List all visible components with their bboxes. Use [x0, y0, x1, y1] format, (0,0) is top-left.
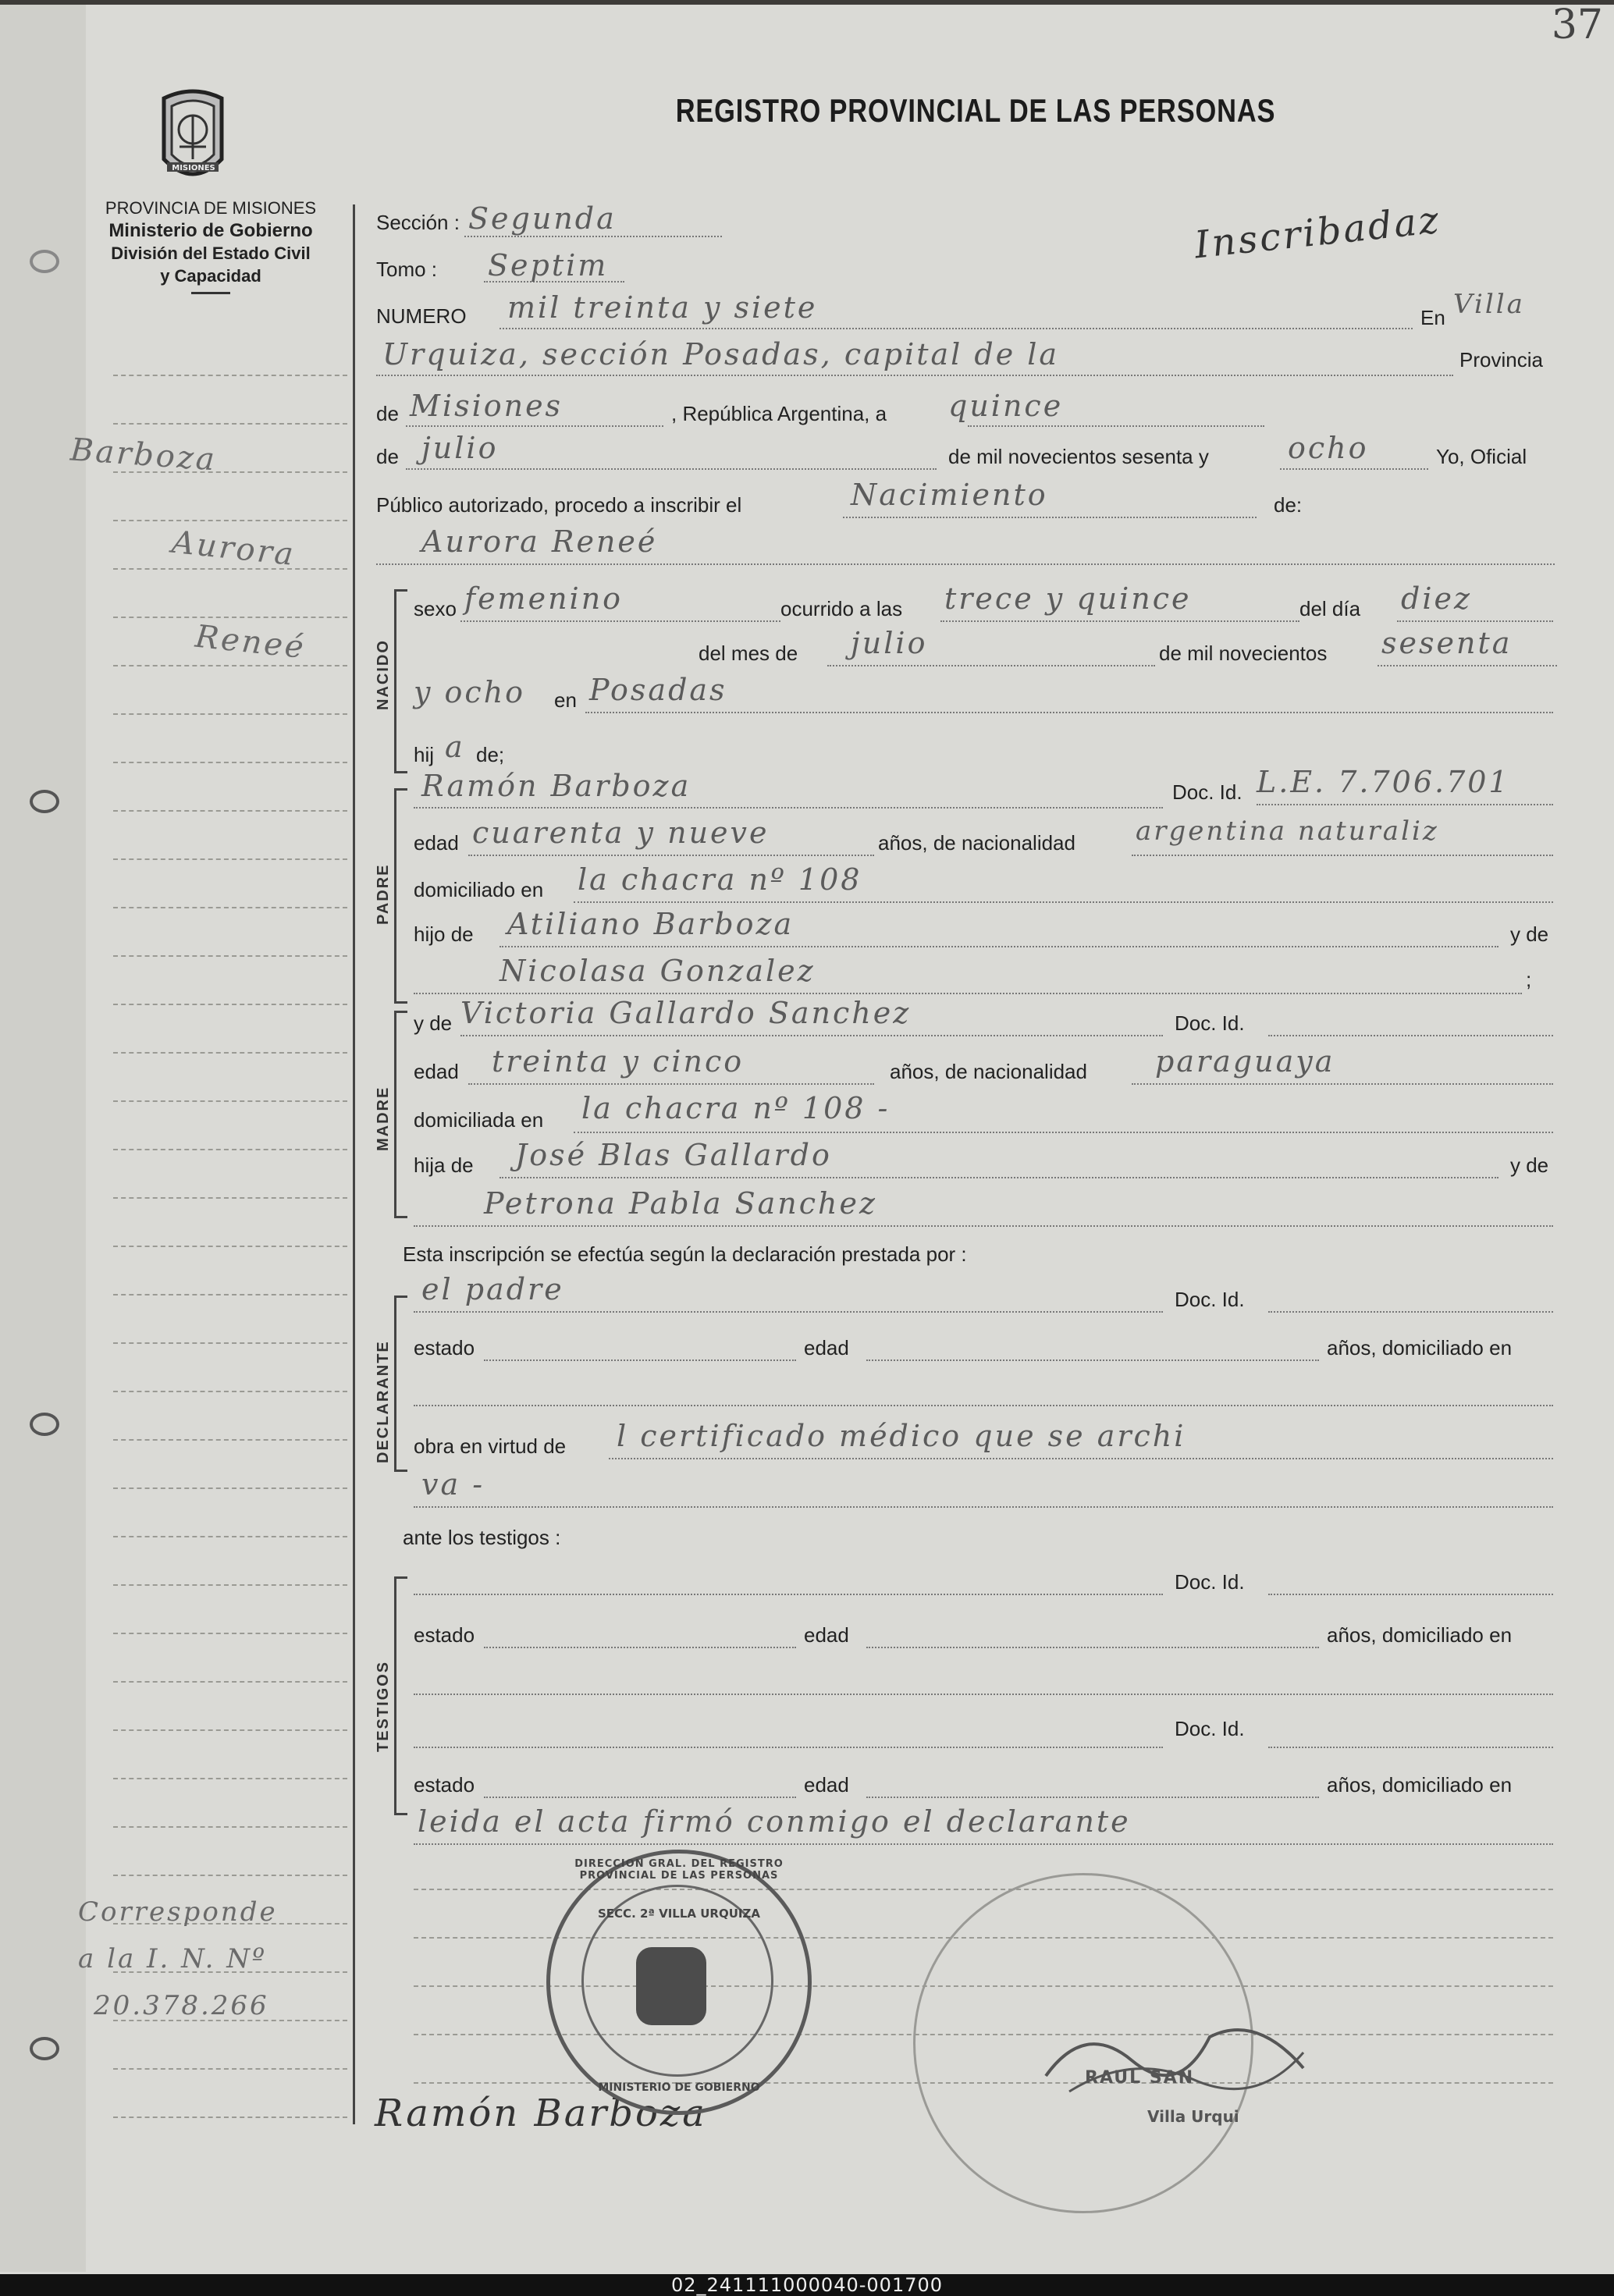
field-line	[574, 901, 1553, 903]
field-lugar-nac: Posadas	[589, 673, 727, 707]
field-hora: trece y quince	[944, 581, 1192, 616]
label-dom-madre: domiciliada en	[414, 1108, 544, 1132]
official-signature	[1038, 2006, 1319, 2099]
label-edad-testigo1: edad	[804, 1623, 849, 1647]
registry-stamp	[546, 1850, 812, 2115]
label-edad-madre: edad	[414, 1060, 459, 1083]
field-line	[406, 468, 937, 470]
field-line	[866, 1359, 1319, 1361]
field-line	[414, 1843, 1553, 1845]
field-line	[574, 1132, 1553, 1133]
label-seccion: Sección :	[376, 211, 460, 234]
label-declaracion: Esta inscripción se efectúa según la declaración prestada por :	[403, 1242, 967, 1266]
field-sexo: femenino	[464, 581, 624, 616]
margin-rule	[113, 1100, 347, 1102]
org-line4: y Capacidad	[160, 266, 261, 286]
label-semicolon: ;	[1526, 968, 1532, 991]
field-documento: Nacimiento	[851, 478, 1048, 512]
official-stamp-line2: Villa Urqui	[1147, 2107, 1239, 2126]
registry-stamp-outer-text: DIRECCION GRAL. DEL REGISTRO PROVINCIAL DE LAS PERSONAS	[574, 1858, 784, 1882]
margin-rule	[113, 1052, 347, 1054]
field-line	[499, 1177, 1498, 1178]
label-de-semicolon: de;	[476, 743, 505, 766]
field-leida: leida el acta firmó conmigo el declarante	[418, 1804, 1131, 1839]
declarante-bracket	[394, 1295, 407, 1472]
margin-rule	[113, 1584, 347, 1586]
org-line2: Ministerio de Gobierno	[108, 220, 313, 241]
field-line	[609, 1458, 1553, 1459]
label-nac-padre: años, de nacionalidad	[878, 831, 1075, 855]
label-estado-testigo1: estado	[414, 1623, 475, 1647]
margin-rule	[113, 665, 347, 666]
field-padre-padre: Atiliano Barboza	[507, 907, 795, 941]
label-publico: Público autorizado, procedo a inscribir el	[376, 493, 742, 517]
label-estado-declarante: estado	[414, 1336, 475, 1359]
label-en: En	[1420, 306, 1445, 329]
side-label-testigos: TESTIGOS	[375, 1660, 392, 1752]
margin-rule	[113, 375, 347, 376]
field-obra: l certificado médico que se archi	[617, 1419, 1186, 1453]
org-header	[55, 197, 367, 294]
field-dia-nac: diez	[1401, 581, 1472, 616]
field-line	[499, 328, 1413, 329]
field-madre-edad: treinta y cinco	[492, 1044, 745, 1079]
field-padre-doc: L.E. 7.706.701	[1257, 765, 1510, 799]
side-label-nacido: NACIDO	[375, 639, 392, 710]
field-line	[1132, 855, 1553, 856]
label-numero: NUMERO	[376, 304, 467, 328]
label-republica: , República Argentina, a	[671, 402, 887, 425]
field-line	[968, 425, 1264, 427]
margin-name2: Reneé	[193, 618, 308, 666]
label-doc-declarante: Doc. Id.	[1175, 1288, 1245, 1311]
label-edad-padre: edad	[414, 831, 459, 855]
label-tomo: Tomo :	[376, 258, 438, 281]
field-tomo: Septim	[488, 248, 609, 283]
field-line	[414, 1506, 1553, 1508]
field-line	[1280, 468, 1428, 470]
field-line	[1268, 1311, 1553, 1313]
label-de-mil: de mil novecientos	[1159, 642, 1328, 665]
field-line	[414, 1225, 1553, 1227]
field-mes: julio	[421, 431, 499, 465]
org-separator	[191, 292, 230, 294]
margin-rule	[113, 907, 347, 908]
label-doc-testigo1: Doc. Id.	[1175, 1570, 1245, 1594]
field-line	[484, 1647, 796, 1648]
emblem-text: MISIONES	[172, 164, 215, 172]
margin-rule	[113, 1342, 347, 1344]
field-line	[468, 855, 874, 856]
margin-rule	[113, 762, 347, 763]
field-line	[484, 1359, 796, 1361]
field-line	[468, 1083, 874, 1085]
margin-name1: Aurora	[170, 524, 297, 574]
margin-rule	[113, 1875, 347, 1876]
field-line	[1378, 665, 1557, 666]
label-edad-testigo2: edad	[804, 1773, 849, 1797]
margin-rule	[113, 858, 347, 860]
field-provincia: Misiones	[410, 389, 563, 423]
label-anos-dom-declarante: años, domiciliado en	[1327, 1336, 1513, 1359]
field-line	[460, 1035, 1163, 1036]
binding-hole	[30, 2037, 59, 2060]
label-en2: en	[554, 688, 577, 712]
field-mes-nac: julio	[851, 626, 928, 660]
label-de-mil-sesenta: de mil novecientos sesenta y	[948, 445, 1209, 468]
field-line	[414, 1594, 1163, 1595]
testigos-bracket	[394, 1576, 407, 1815]
margin-note3: 20.378.266	[94, 1990, 269, 2021]
provincial-emblem	[156, 84, 229, 190]
binding-hole	[30, 1413, 59, 1436]
side-label-declarante: DECLARANTE	[375, 1340, 392, 1463]
margin-rule	[113, 1149, 347, 1150]
side-label-padre: PADRE	[375, 863, 392, 925]
side-label-madre: MADRE	[375, 1086, 392, 1151]
label-sexo: sexo	[414, 597, 457, 620]
margin-rule	[113, 1826, 347, 1828]
field-seccion: Segunda	[468, 201, 617, 236]
nacido-bracket	[394, 589, 407, 773]
field-line	[866, 1647, 1319, 1648]
padre-bracket	[394, 788, 407, 1004]
margin-rule	[113, 1294, 347, 1295]
margin-note2: a la I. N. Nº	[78, 1943, 268, 1974]
label-testigos: ante los testigos :	[403, 1526, 561, 1549]
field-line	[464, 236, 722, 237]
margin-rule	[113, 2117, 347, 2118]
page-title: REGISTRO PROVINCIAL DE LAS PERSONAS	[675, 92, 1276, 129]
field-line	[940, 620, 1299, 622]
field-madre-dom: la chacra nº 108 -	[581, 1091, 891, 1125]
field-ano-nac2: y ocho	[414, 675, 526, 709]
field-madre-madre: Petrona Pabla Sanchez	[484, 1186, 878, 1221]
field-padre-madre: Nicolasa Gonzalez	[499, 954, 816, 988]
label-nac-madre: años, de nacionalidad	[890, 1060, 1087, 1083]
field-line	[406, 425, 663, 427]
official-stamp-line1: RAUL SAN	[1085, 2068, 1195, 2088]
label-y-de-madre: y de	[414, 1011, 453, 1035]
label-hija-de: hija de	[414, 1153, 474, 1177]
field-en: Villa	[1453, 289, 1525, 320]
field-padre: Ramón Barboza	[421, 769, 691, 803]
field-nombre: Aurora Reneé	[421, 524, 658, 559]
field-padre-dom: la chacra nº 108	[578, 862, 862, 897]
field-numero: mil treinta y siete	[507, 290, 818, 325]
madre-bracket	[394, 1011, 407, 1218]
field-line	[376, 375, 1453, 376]
label-anos-dom-testigo2: años, domiciliado en	[1327, 1773, 1513, 1797]
label-de-colon: de:	[1274, 493, 1303, 517]
field-line	[1257, 804, 1553, 805]
label-obra: obra en virtud de	[414, 1434, 567, 1458]
label-dom-padre: domiciliado en	[414, 878, 544, 901]
label-de2: de	[376, 445, 399, 468]
registry-stamp-emblem	[636, 1947, 706, 2025]
label-y-de-padre: y de	[1510, 922, 1549, 946]
label-edad-declarante: edad	[804, 1336, 849, 1359]
label-yo-oficial: Yo, Oficial	[1436, 445, 1527, 468]
field-line	[1132, 1083, 1553, 1085]
label-estado-testigo2: estado	[414, 1773, 475, 1797]
margin-divider	[353, 204, 355, 2124]
label-ocurrido: ocurrido a las	[780, 597, 903, 620]
margin-rule	[113, 810, 347, 812]
field-line	[484, 1797, 796, 1798]
label-hijo-de: hijo de	[414, 922, 474, 946]
margin-rule	[113, 1004, 347, 1005]
field-madre-nac: paraguaya	[1155, 1044, 1335, 1079]
label-anos-dom-testigo1: años, domiciliado en	[1327, 1623, 1513, 1647]
field-line	[414, 1747, 1163, 1748]
field-line	[1268, 1035, 1553, 1036]
field-line	[1268, 1594, 1553, 1595]
label-del-mes: del mes de	[699, 642, 798, 665]
field-ano: ocho	[1288, 431, 1369, 465]
margin-rule	[113, 1778, 347, 1779]
field-line	[376, 563, 1555, 565]
label-doc-padre: Doc. Id.	[1172, 780, 1242, 804]
registry-stamp-bottom-text: MINISTERIO DE GOBIERNO	[598, 2081, 760, 2094]
field-line	[414, 1405, 1553, 1406]
margin-rule	[113, 1246, 347, 1247]
field-line	[414, 807, 1163, 809]
field-madre: Victoria Gallardo Sanchez	[460, 996, 912, 1030]
declarant-signature: Ramón Barboza	[375, 2092, 707, 2135]
field-line	[1268, 1747, 1553, 1748]
label-doc-testigo2: Doc. Id.	[1175, 1717, 1245, 1740]
label-hij: hij	[414, 743, 435, 766]
field-hij-suffix: a	[445, 730, 465, 764]
margin-rule	[113, 1487, 347, 1489]
label-y-de-madre2: y de	[1510, 1153, 1549, 1177]
field-padre-edad: cuarenta y nueve	[472, 816, 770, 850]
margin-rule	[113, 1197, 347, 1199]
margin-rule	[113, 713, 347, 715]
org-line3: División del Estado Civil	[111, 243, 311, 263]
field-line	[414, 1311, 1163, 1313]
margin-rule	[113, 520, 347, 521]
page-number: 37	[1551, 2, 1603, 48]
margin-rule	[113, 1633, 347, 1634]
field-line	[827, 665, 1155, 666]
margin-rule	[113, 1391, 347, 1392]
binding-hole	[30, 790, 59, 813]
margin-rule	[113, 423, 347, 425]
field-obra2: va -	[421, 1467, 485, 1502]
binding-strip	[0, 5, 86, 2272]
field-line	[843, 517, 1257, 518]
field-padre-nac: argentina naturaliz	[1136, 816, 1439, 847]
margin-rule	[113, 617, 347, 618]
field-lugar: Urquiza, sección Posadas, capital de la	[382, 337, 1060, 371]
field-line	[1397, 620, 1553, 622]
margin-rule	[113, 1729, 347, 1731]
field-line	[460, 620, 780, 622]
margin-rule	[113, 1681, 347, 1683]
label-del-dia: del día	[1299, 597, 1361, 620]
field-madre-padre: José Blas Gallardo	[515, 1138, 832, 1172]
field-line	[585, 712, 1553, 713]
field-line	[414, 993, 1522, 994]
field-line	[414, 1694, 1553, 1695]
label-de: de	[376, 402, 399, 425]
field-declarante: el padre	[421, 1272, 564, 1306]
org-line1: PROVINCIA DE MISIONES	[105, 198, 317, 218]
label-provincia: Provincia	[1459, 348, 1543, 371]
field-ano-nac: sesenta	[1381, 626, 1513, 660]
registry-stamp-inner-text: SECC. 2ª VILLA URQUIZA	[598, 1907, 760, 1921]
field-line	[866, 1797, 1319, 1798]
margin-rule	[113, 2068, 347, 2070]
footer-code: 02_241111000040-001700	[0, 2274, 1614, 2296]
field-dia: quince	[948, 389, 1064, 423]
margin-rule	[113, 1536, 347, 1537]
field-line	[499, 946, 1498, 947]
registrar-signature: Inscribadaz	[1192, 197, 1443, 268]
margin-surname: Barboza	[69, 432, 219, 478]
margin-note1: Corresponde	[78, 1896, 278, 1928]
label-doc-madre: Doc. Id.	[1175, 1011, 1245, 1035]
margin-rule	[113, 1439, 347, 1441]
margin-rule	[113, 955, 347, 957]
margin-rule	[113, 568, 347, 570]
